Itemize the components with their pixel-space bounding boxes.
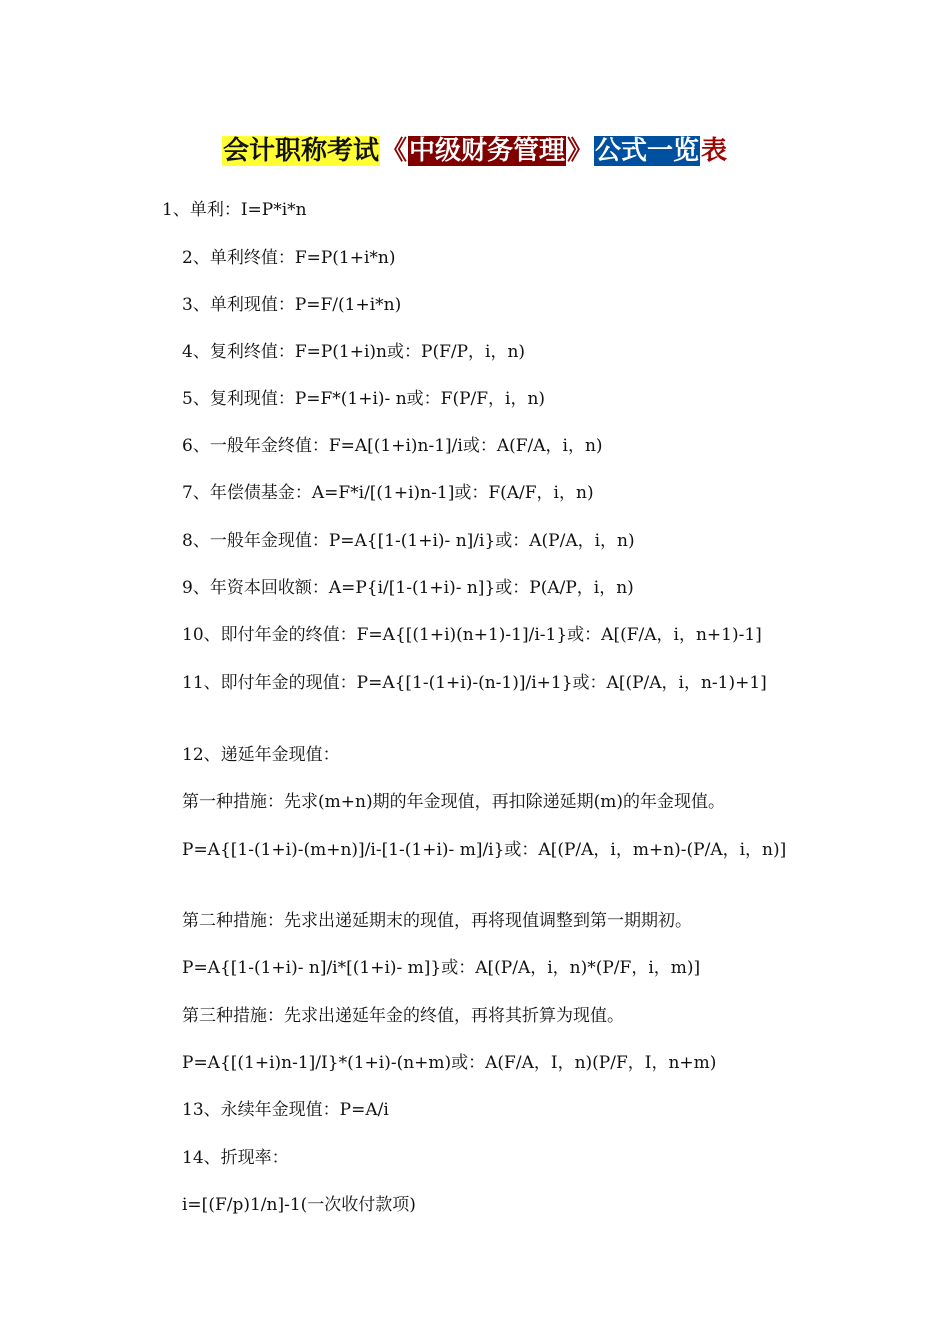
formula-line-14: 14、折现率： [182,1148,289,1168]
deferred-method-3: 第三种措施：先求出递延年金的终值，再将其折算为现值。 [182,1006,624,1026]
deferred-formula-3: P=A{[(1+i)n-1]/I}*(1+i)-(n+m)或：A(F/A，I，n)(P/F，I，n+m) [182,1053,717,1073]
formula-line-3: 3、单利现值：P=F/(1+i*n) [182,295,402,315]
document-title [0,134,950,168]
title-close-bracket: 》 [567,136,594,166]
formula-line-9: 9、年资本回收额：A=P{i/[1-(1+i)- n]}或：P(A/P，i，n) [182,578,634,598]
formula-line-5: 5、复利现值：P=F*(1+i)- n或：F(P/F，i，n) [182,389,546,409]
title-segment-end: 表 [701,136,728,166]
deferred-formula-2: P=A{[1-(1+i)- n]/i*[(1+i)- m]}或：A[(P/A，i，n)*(P/F，i，m)] [182,958,701,978]
formula-line-10: 10、即付年金的终值：F=A{[(1+i)(n+1)-1]/i-1}或：A[(F/A，i，n+1)-1] [182,625,762,645]
title-segment-highlight: 会计职称考试 [222,136,379,166]
formula-line-13: 13、永续年金现值：P=A/i [182,1100,389,1120]
deferred-method-1: 第一种措施：先求(m+n)期的年金现值，再扣除递延期(m)的年金现值。 [182,792,725,812]
formula-line-6: 6、一般年金终值：F=A[(1+i)n-1]/i或：A(F/A，i，n) [182,436,603,456]
formula-line-8: 8、一般年金现值：P=A{[1-(1+i)- n]/i}或：A(P/A，i，n) [182,531,635,551]
deferred-method-2: 第二种措施：先求出递延期末的现值，再将现值调整到第一期期初。 [182,911,692,931]
title-segment-blue: 公式一览 [595,136,700,166]
formula-line-2: 2、单利终值：F=P(1+i*n) [182,248,396,268]
formula-line-4: 4、复利终值：F=P(1+i)n或：P(F/P，i，n) [182,342,526,362]
title-open-bracket: 《 [380,136,407,166]
title-segment-book: 中级财务管理 [408,136,565,166]
discount-rate-formula: i=[(F/p)1/n]-1(一次收付款项) [182,1195,416,1215]
deferred-formula-1: P=A{[1-(1+i)-(m+n)]/i-[1-(1+i)- m]/i}或：A[(P/A，i，m+n)-(P/A，i，n)] [182,840,787,860]
formula-line-12: 12、递延年金现值： [182,745,340,765]
formula-line-1: 1、单利：I=P*i*n [162,200,307,220]
formula-line-7: 7、年偿债基金：A=F*i/[(1+i)n-1]或：F(A/F，i，n) [182,483,594,503]
formula-line-11: 11、即付年金的现值：P=A{[1-(1+i)-(n-1)]/i+1}或：A[(P/A，i，n-1)+1] [182,673,767,693]
